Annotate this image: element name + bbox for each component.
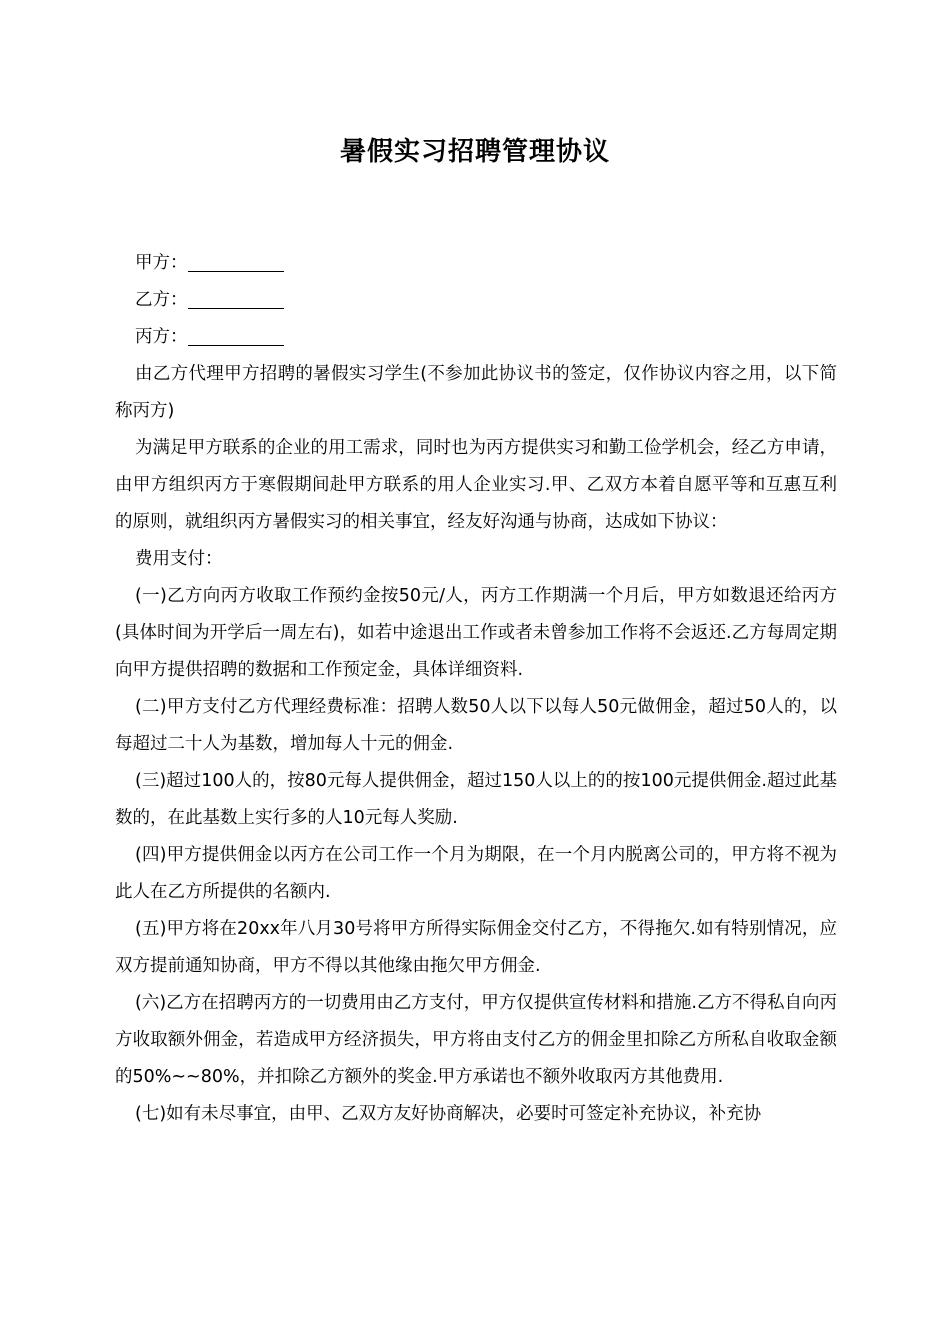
paragraph-fee-heading: 费用支付： (135, 549, 223, 569)
party-a-blank (188, 251, 284, 272)
document-title: 暑假实习招聘管理协议 (339, 137, 610, 167)
paragraph-clause-5: (五)甲方将在20xx年八月30号将甲方所得实际佣金交付乙方，不得拖欠.如有特别情况，应双方提前通知协商，甲方不得以其他缘由拖欠甲方佣金. (115, 919, 837, 976)
paragraph-clause-6: (六)乙方在招聘丙方的一切费用由乙方支付，甲方仅提供宣传材料和措施.乙方不得私自向丙方收取额外佣金，若造成甲方经济损失，甲方将由支付乙方的佣金里扣除乙方所私自收取金额的50%~~80%，并扣除乙方额外的奖金.甲方承诺也不额外收取丙方其他费用. (115, 993, 837, 1087)
paragraph-clause-1: (一)乙方向丙方收取工作预约金按50元/人，丙方工作期满一个月后，甲方如数退还给丙方(具体时间为开学后一周左右)，如若中途退出工作或者未曾参加工作将不会返还.乙方每周定期向甲方提供招聘的数据和工作预定金，具体详细资料. (115, 586, 837, 680)
paragraph-clause-3: (三)超过100人的，按80元每人提供佣金，超过150人以上的的按100元提供佣金.超过此基数的，在此基数上实行多的人10元每人奖励. (115, 771, 837, 828)
party-a-line (115, 245, 837, 282)
paragraph-purpose: 为满足甲方联系的企业的用工需求，同时也为丙方提供实习和勤工俭学机会，经乙方申请，由甲方组织丙方于寒假期间赴甲方联系的用人企业实习.甲、乙双方本着自愿平等和互惠互利的原则，就组织丙方暑假实习的相关事宜，经友好沟通与协商，达成如下协议： (115, 438, 837, 532)
paragraph-intro: 由乙方代理甲方招聘的暑假实习学生(不参加此协议书的签定，仅作协议内容之用，以下简称丙方) (115, 364, 837, 421)
party-c-line (115, 319, 837, 356)
party-c-blank (188, 325, 284, 346)
party-c-label: 丙方： (135, 327, 188, 347)
paragraph-clause-2: (二)甲方支付乙方代理经费标准：招聘人数50人以下以每人50元做佣金，超过50人的，以每超过二十人为基数，增加每人十元的佣金. (115, 697, 837, 754)
party-b-label: 乙方： (135, 290, 188, 310)
paragraph-clause-4: (四)甲方提供佣金以丙方在公司工作一个月为期限，在一个月内脱离公司的，甲方将不视为此人在乙方所提供的名额内. (115, 845, 837, 902)
party-a-label: 甲方： (135, 253, 188, 273)
document-body (115, 245, 837, 1133)
paragraph-clause-7: (七)如有未尽事宜，由甲、乙双方友好协商解决，必要时可签定补充协议，补充协 (135, 1104, 762, 1124)
party-b-line (115, 282, 837, 319)
party-b-blank (188, 288, 284, 309)
